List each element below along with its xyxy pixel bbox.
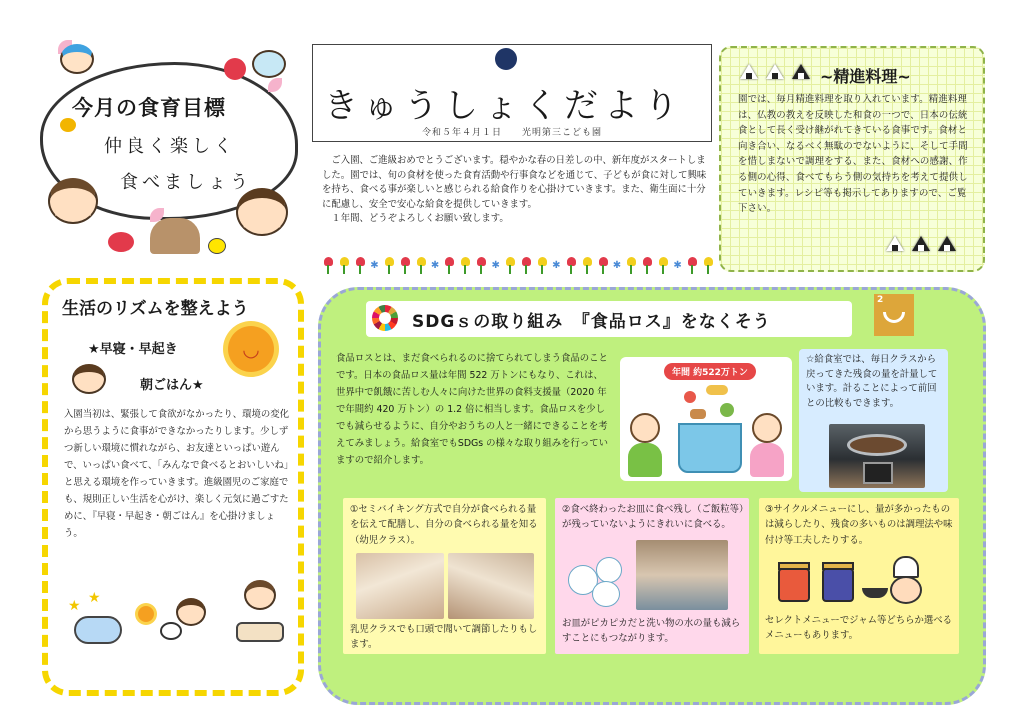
breakfast-table-icon	[236, 622, 284, 642]
scale-photo	[829, 424, 925, 488]
kid-with-cap-icon	[60, 44, 94, 74]
trash-bin-icon	[678, 423, 742, 473]
jam-jar-icon	[778, 568, 810, 602]
star-icon: ★	[88, 590, 101, 606]
tulip-icon	[383, 257, 395, 274]
boy-body-icon	[628, 443, 662, 477]
boy-icon	[630, 413, 660, 443]
scale-text: ☆給食室では、毎日クラスから戻ってきた残食の量を計量しています。計ることによって前回との比較もできます。	[806, 354, 938, 409]
card-2-text: ②食べ終わったお皿に食べ残し（ご飯粒等）が残っていないようにきれいに食べる。	[562, 504, 744, 531]
sparkle-icon: ✱	[430, 259, 440, 271]
tulip-icon	[415, 257, 427, 274]
petal-icon	[268, 78, 282, 92]
rhythm-subtitle-2: 朝ごはん★	[140, 378, 204, 393]
tulip-icon	[504, 257, 516, 274]
plate-icon	[592, 581, 620, 607]
onigiri-icon	[886, 236, 904, 252]
onigiri-icon	[938, 236, 956, 252]
school-logo-icon	[495, 48, 517, 70]
tulip-icon	[108, 232, 134, 252]
goal-title: 今月の食育目標	[72, 96, 226, 120]
tulip-icon	[625, 257, 637, 274]
girl-body-icon	[750, 443, 784, 477]
meat-icon	[690, 409, 706, 419]
onigiri-icon	[766, 64, 784, 80]
shojin-title: ~精進料理~	[820, 67, 911, 86]
tulip-icon	[443, 257, 455, 274]
serving-photo-1	[356, 553, 444, 619]
newsletter-title: きゅうしょくだより	[324, 86, 684, 126]
sparkle-icon: ✱	[491, 259, 500, 271]
flower-border	[322, 254, 714, 276]
card-3-note: セレクトメニューでジャム等どちらか選べるメニューもあります。	[765, 615, 953, 642]
tulip-icon	[354, 257, 366, 274]
tulip-icon	[399, 257, 411, 274]
plate-icon	[596, 557, 622, 583]
mouse-icon	[252, 50, 286, 78]
card-2-note: お皿がピカピカだと洗い物の水の量も減らすことにもつながります。	[562, 618, 741, 645]
card-1-text: ①セミバイキング方式で自分が食べられる量を伝えて配膳し、自分の食べられる量を知る（幼児クラス）。	[350, 504, 538, 546]
tree-stump-icon	[150, 218, 200, 254]
plates-photo	[636, 540, 728, 610]
rhythm-body: 入園当初は、緊張して食欲がなかったり、環境の変化から思うように食事ができなかったりします。少しずつ新しい環境に慣れながら、お友達といっぱい遊んで、いっぱい食べて、「みんなで食べるとおいしいね」と思える環境を作っていきます。進級園児のご家庭でも、規則正しい生活を心がけ、楽しく元気に過ごすために、『早寝・早起き・朝ごはん』を心掛けましょう。	[64, 409, 290, 539]
scale-base-icon	[863, 462, 893, 484]
tulip-icon	[581, 257, 593, 274]
child-waking-icon	[176, 598, 206, 626]
rhythm-title: 生活のリズムを整えよう	[62, 299, 249, 319]
intro-paragraph-2: １年間、どうぞよろしくお願い致します。	[322, 213, 509, 225]
card-3-text: ③サイクルメニューにし、量が多かったものは減らしたり、残食の多いものは調理法や味付け等工夫したりする。	[765, 504, 953, 546]
intro-paragraph-1: ご入園、ご進級おめでとうございます。穏やかな春の日差しの中、新年度がスタートしました。園では、旬の食材を使った食育活動や行事食などを通じて、子どもが食に対して興味を持ち、食べる事が楽しいと感じられる給食作りを心掛けていきます。また、衛生面に十分に配慮し、安全で安心な給食を提供していきます。	[322, 155, 707, 210]
sdgs-title: SDGｓの取り組み 『食品ロス』をなくそう	[412, 312, 771, 332]
onigiri-icon	[740, 64, 758, 80]
tulip-icon	[475, 257, 487, 274]
tulip-icon	[565, 257, 577, 274]
girl-icon	[752, 413, 782, 443]
child-eating-icon	[72, 364, 106, 394]
goal-line-1: 仲良く楽しく	[104, 136, 236, 157]
sparkle-icon: ✱	[612, 259, 622, 271]
card-1-note: 乳児クラスでも口頭で聞いて調節したりもします。	[350, 624, 538, 651]
intro-text	[322, 154, 710, 227]
chef-hat-icon	[893, 556, 919, 578]
sleeping-child-icon	[74, 616, 122, 644]
leftover-dish-icon	[847, 434, 907, 456]
food-loss-banner: 年間 約522万トン	[664, 363, 756, 380]
tulip-icon	[641, 257, 653, 274]
small-sun-icon	[138, 606, 154, 622]
sdgs-wheel-icon	[372, 305, 398, 331]
jam-jar-icon	[822, 568, 854, 602]
food-loss-illustration	[620, 357, 792, 481]
serving-photo-2	[448, 553, 534, 619]
boy-face-icon	[236, 188, 288, 236]
sun-icon: ◡	[228, 326, 274, 372]
chick-icon	[208, 238, 226, 254]
onigiri-icon	[912, 236, 930, 252]
vegetable-icon	[720, 403, 734, 417]
goal-line-2: 食べましょう	[120, 172, 252, 193]
tulip-icon	[597, 257, 609, 274]
onigiri-icon	[792, 64, 810, 80]
star-icon: ★	[68, 598, 81, 614]
rhythm-subtitle-1: ★早寝・早起き	[88, 342, 178, 357]
tomato-icon	[684, 391, 696, 403]
bread-icon	[706, 385, 728, 395]
tulip-icon	[702, 257, 714, 274]
dog-icon	[160, 622, 182, 640]
bowl-icon	[883, 312, 905, 323]
sparkle-icon: ✱	[552, 259, 561, 271]
tulip-icon	[322, 257, 334, 274]
sdg-goal-number: 2	[877, 295, 884, 305]
tulip-icon	[657, 257, 669, 274]
sparkle-icon: ✱	[370, 259, 379, 271]
chef-icon	[890, 576, 922, 604]
tulip-icon	[338, 257, 350, 274]
child-breakfast-icon	[244, 580, 276, 610]
sdg-goal-2-icon	[874, 294, 914, 336]
sdgs-body: 食品ロスとは、まだ食べられるのに捨てられてしまう食品のことです。日本の食品ロス量は年間 522 万トンにもなり、これは、世界中で飢餓に苦しむ人々に向けた世界の食料支援量（2020 年で年間約 420 万トン）の 1.2 倍に相当します。食品ロスを少しでも減らせるように、自分やおうちの人と一緒にできることを考えてみましょう。給食室でもSDGs の様々な取り組みを行っていますので紹介します。	[336, 353, 609, 466]
tulip-icon	[536, 257, 548, 274]
tulip-icon	[686, 257, 698, 274]
issue-date: 令和５年４月１日 光明第三こども園	[421, 128, 602, 138]
tulip-icon	[520, 257, 532, 274]
strawberry-icon	[224, 58, 246, 80]
sparkle-icon: ✱	[673, 259, 682, 271]
shojin-body: 園では、毎月精進料理を取り入れています。精進料理は、仏教の教えを反映した和食の一つで、日本の伝統食として長く受け継がれてきている食事です。食材と向き合い、なるべく無駄のでないように、そして手間を惜しまないで調理をする、また、食材への感謝、作る側の心得、食べてもらう側の気持ちを考えて提供していきます。レシピ等も掲示してありますので、ご覧下さい。	[738, 94, 968, 215]
clean-plates-icon	[566, 555, 630, 609]
girl-face-icon	[48, 178, 98, 224]
tulip-icon	[459, 257, 471, 274]
